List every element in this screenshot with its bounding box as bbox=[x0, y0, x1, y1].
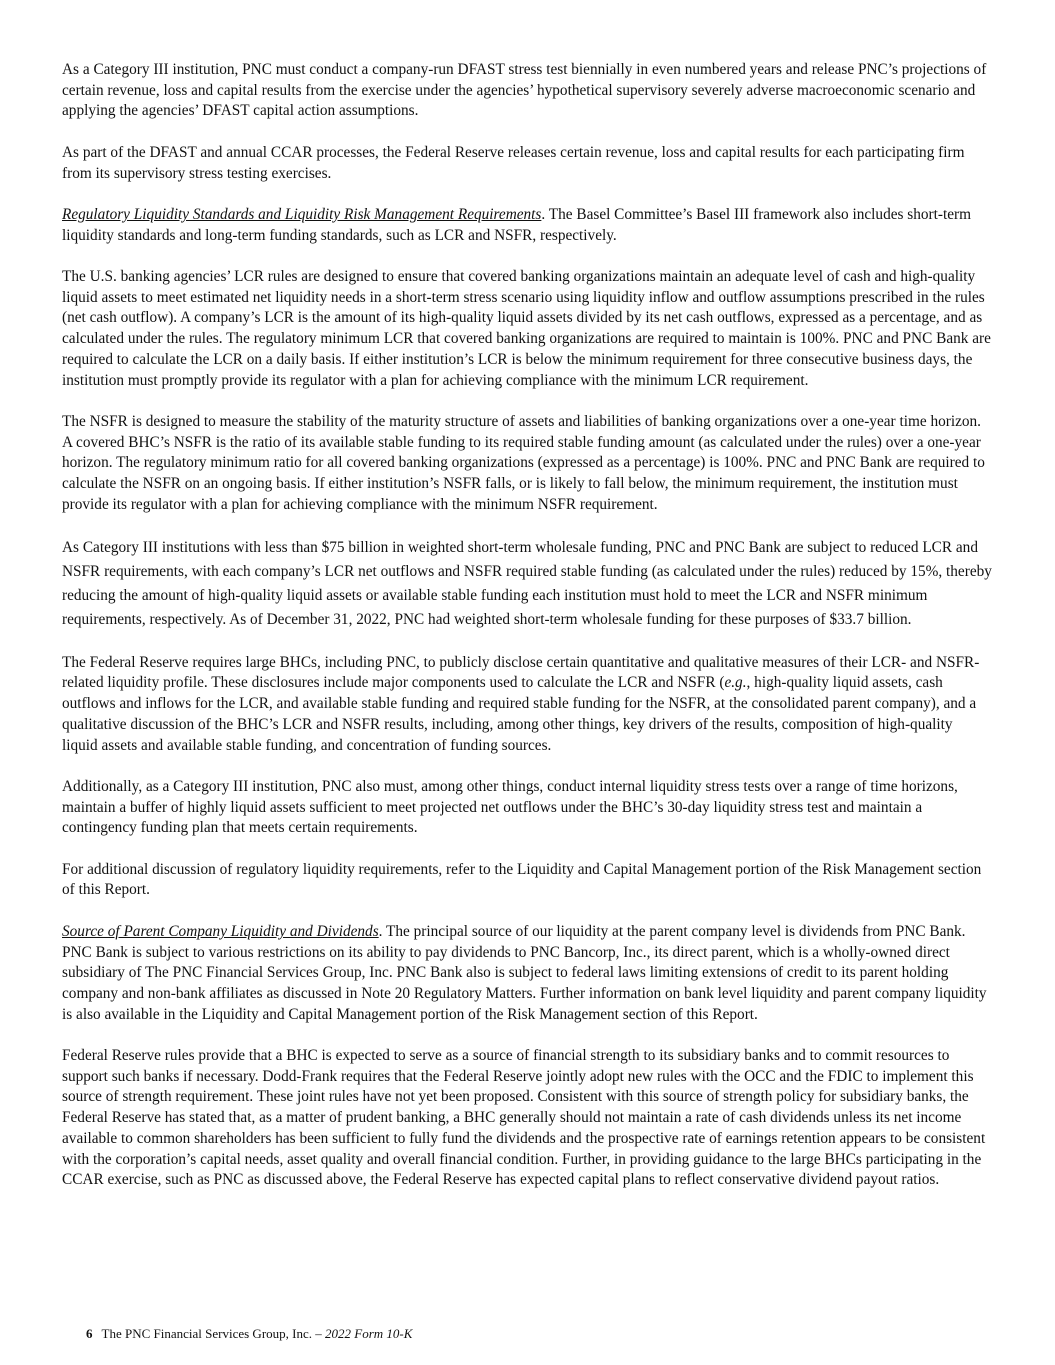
paragraph-dfast-ccar-results: As part of the DFAST and annual CCAR processes, the Federal Reserve releases certain revenue, loss and capital results for each participating firm from its supervisory stress testing exercises. bbox=[62, 143, 965, 182]
paragraph-category-iii-reduced: As Category III institutions with less than $75 billion in weighted short-term wholesale funding, PNC and PNC Bank are subject to reduced LCR and NSFR requirements, with each company’s LCR net outflows and NSFR required stable funding (as calculated under the rules) reduced by 15%, thereby reducing the amount of high-quality liquid assets or available stable funding each institution must hold to meet the LCR and NSFR minimum requirements, respectively. As of December 31, 2022, PNC had weighted short-term wholesale funding for these purposes of $33.7 billion. bbox=[62, 539, 992, 629]
liquidity-standards-heading: Regulatory Liquidity Standards and Liquidity Risk Management Requirements bbox=[62, 205, 542, 223]
paragraph-dfast-biennial: As a Category III institution, PNC must conduct a company-run DFAST stress test biennially in even numbered years and release PNC’s projections of certain revenue, loss and capital results from the exercise under the agencies’ hypothetical supervisory severely adverse macroeconomic scenario and applying the agencies’ DFAST capital action assumptions. bbox=[62, 61, 987, 120]
paragraph-lcr-rules: The U.S. banking agencies’ LCR rules are designed to ensure that covered banking organizations maintain an adequate level of cash and high-quality liquid assets to meet estimated net liquidity needs in a short-term stress scenario using liquidity inflow and outflow assumptions prescribed in the rules (net cash outflow). A company’s LCR is the amount of its high-quality liquid assets divided by its net cash outflows, expressed as a percentage, and as calculated under the rules. The regulatory minimum LCR that covered banking organizations are required to maintain is 100%. PNC and PNC Bank are required to calculate the LCR on a daily basis. If either institution’s LCR is below the minimum requirement for three consecutive business days, the institution must promptly provide its regulator with a plan for achieving compliance with the minimum LCR requirement. bbox=[62, 267, 991, 389]
paragraph-parent-company-liquidity bbox=[62, 922, 992, 1026]
page-number: 6 bbox=[86, 1326, 93, 1341]
parent-liquidity-text: . The principal source of our liquidity at the parent company level is dividends from PNC Bank. PNC Bank is subject to various restrictions on its ability to pay dividends to PNC Bancorp, Inc., its direct parent, which is a wholly-owned direct subsidiary of The PNC Financial Services Group, Inc. PNC Bank also is subject to federal laws limiting extensions of credit to its parent holding company and non-bank affiliates as discussed in Note 20 Regulatory Matters. Further information on bank level liquidity and parent company liquidity is also available in the Liquidity and Capital Management portion of the Risk Management section of this Report. bbox=[62, 922, 987, 1023]
paragraph-public-disclosure bbox=[62, 653, 992, 757]
public-disclosure-text-a: The Federal Reserve requires large BHCs, including PNC, to publicly disclose certain quantitative and qualitative measures of their LCR- and NSFR-related liquidity profile. These disclosures include major components used to calculate the LCR and NSFR ( bbox=[62, 653, 980, 692]
paragraph-source-of-strength: Federal Reserve rules provide that a BHC is expected to serve as a source of financial strength to its subsidiary banks and to commit resources to support such banks if necessary. Dodd-Frank requires that the Federal Reserve jointly adopt new rules with the OCC and the FDIC to implement this source of strength requirement. These joint rules have not yet been proposed. Consistent with this source of strength policy for subsidiary banks, the Federal Reserve has stated that, as a matter of prudent banking, a BHC generally should not maintain a rate of cash dividends unless its net income available to common shareholders has been sufficient to fully fund the dividends and the prospective rate of earnings retention appears to be consistent with the corporation’s capital needs, asset quality and overall financial condition. Further, in providing guidance to the large BHCs participating in the CCAR exercise, such as PNC as discussed above, the Federal Reserve has expected capital plans to reflect conservative dividend payout ratios. bbox=[62, 1047, 986, 1189]
page-footer bbox=[86, 1326, 412, 1342]
paragraph-liquidity-standards bbox=[62, 205, 992, 246]
footer-company: The PNC Financial Services Group, Inc. – bbox=[101, 1326, 322, 1341]
liquidity-standards-text: . The Basel Committee’s Basel III framework also includes short-term liquidity standards and long-term funding standards, such as LCR and NSFR, respectively. bbox=[62, 205, 972, 244]
public-disclosure-text-b: , high-quality liquid assets, cash outflows and inflows for the LCR, and available stable funding and required stable funding for the NSFR, at the consolidated parent company), and a qualitative discussion of the BHC’s LCR and NSFR results, including, among other things, key drivers of the results, composition of high-quality liquid assets and available stable funding, and concentration of funding sources. bbox=[62, 674, 977, 754]
paragraph-internal-stress-tests: Additionally, as a Category III institution, PNC also must, among other things, conduct internal liquidity stress tests over a range of time horizons, maintain a buffer of highly liquid assets sufficient to meet projected net outflows under the BHC’s 30-day liquidity stress test and maintain a contingency funding plan that meets certain requirements. bbox=[62, 777, 958, 837]
eg-abbreviation: e.g. bbox=[724, 674, 747, 692]
footer-form: 2022 Form 10-K bbox=[325, 1326, 413, 1341]
document-body bbox=[62, 60, 992, 1212]
paragraph-nsfr: The NSFR is designed to measure the stability of the maturity structure of assets and liabilities of banking organizations over a one-year time horizon. A covered BHC’s NSFR is the ratio of its available stable funding to its required stable funding amount (as calculated under the rules) over a one-year horizon. The regulatory minimum ratio for all covered banking organizations (expressed as a percentage) is 100%. PNC and PNC Bank are required to calculate the NSFR on an ongoing basis. If either institution’s NSFR falls, or is likely to fall below, the minimum requirement, the institution must provide its regulator with a plan for achieving compliance with the minimum NSFR requirement. bbox=[62, 412, 985, 513]
paragraph-additional-discussion: For additional discussion of regulatory liquidity requirements, refer to the Liquidity and Capital Management portion of the Risk Management section of this Report. bbox=[62, 860, 982, 899]
parent-liquidity-heading: Source of Parent Company Liquidity and Dividends bbox=[62, 922, 379, 940]
